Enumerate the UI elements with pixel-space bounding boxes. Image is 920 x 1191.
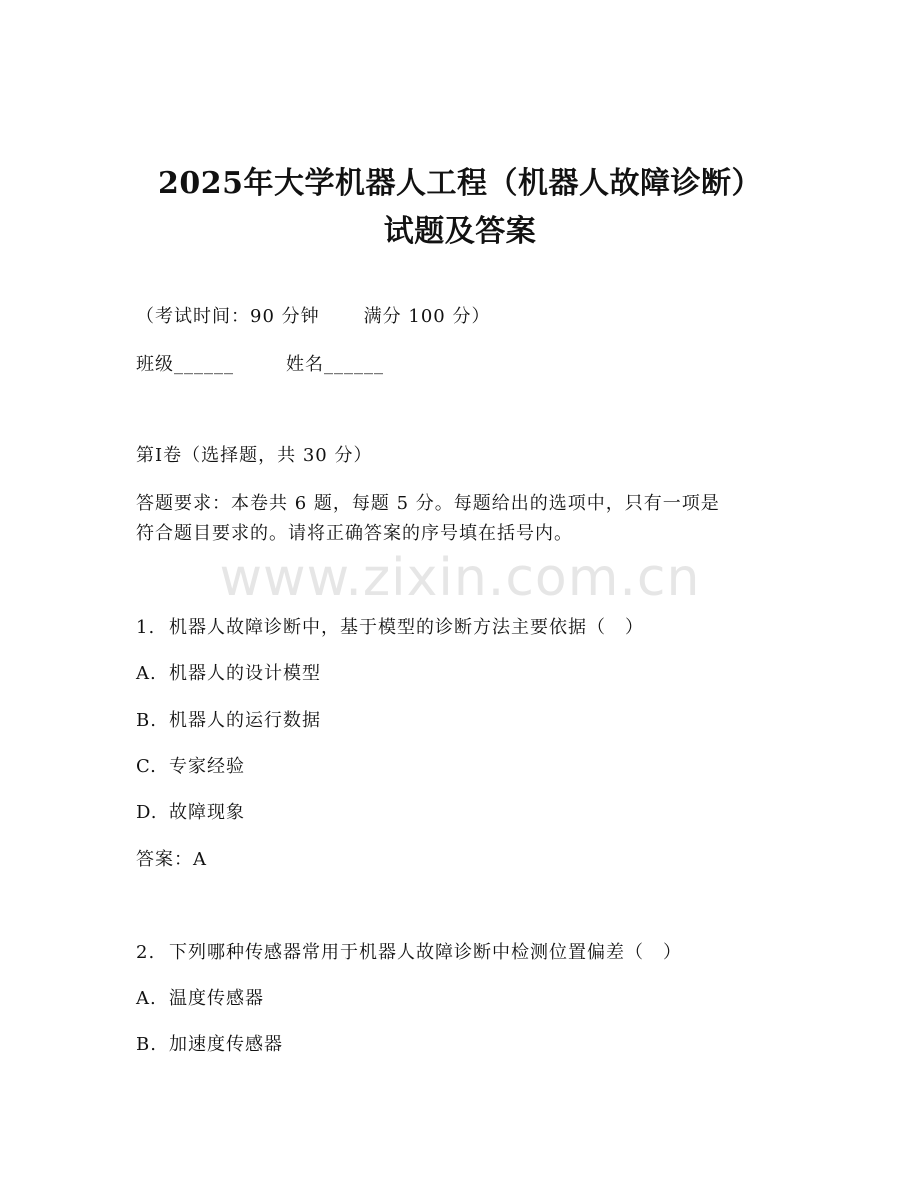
- name-label: 姓名______: [286, 354, 384, 375]
- question-number: 2.: [136, 942, 156, 963]
- section-title: 第Ⅰ卷（选择题，共 30 分）: [136, 445, 373, 466]
- instructions-line1: 答题要求：本卷共 6 题，每题 5 分。每题给出的选项中，只有一项是: [136, 493, 720, 514]
- question-1-option-a: [136, 659, 321, 685]
- option-label: C.: [136, 756, 157, 777]
- question-1-option-d: [136, 798, 245, 824]
- question-1-option-b: [136, 706, 321, 732]
- instructions-line2: 符合题目要求的。请将正确答案的序号填在括号内。: [136, 523, 573, 544]
- question-1-option-c: [136, 752, 245, 778]
- question-2-stem: [136, 938, 682, 964]
- option-text: 机器人的设计模型: [169, 663, 321, 684]
- option-text: 专家经验: [169, 756, 245, 777]
- option-label: B.: [136, 1034, 157, 1055]
- exam-time: （考试时间：90 分钟: [136, 306, 320, 327]
- option-text: 机器人的运行数据: [169, 710, 321, 731]
- question-text: 下列哪种传感器常用于机器人故障诊断中检测位置偏差（ ）: [169, 942, 682, 963]
- full-score: 满分 100 分）: [363, 306, 491, 327]
- watermark: www.zixin.com.cn: [219, 548, 701, 608]
- question-1-answer: 答案：A: [136, 849, 207, 870]
- option-label: A.: [136, 988, 157, 1009]
- option-label: A.: [136, 663, 157, 684]
- option-label: B.: [136, 710, 157, 731]
- question-text: 机器人故障诊断中，基于模型的诊断方法主要依据（ ）: [169, 617, 644, 638]
- option-text: 温度传感器: [169, 988, 264, 1009]
- document-title-line2: 试题及答案: [383, 214, 537, 249]
- question-2-option-b: [136, 1030, 283, 1056]
- option-label: D.: [136, 802, 158, 823]
- student-info: [136, 350, 384, 376]
- question-number: 1.: [136, 617, 156, 638]
- question-1-stem: [136, 613, 644, 639]
- document-title-line1: 2025年大学机器人工程（机器人故障诊断）: [158, 166, 762, 201]
- question-2-option-a: [136, 984, 264, 1010]
- class-label: 班级______: [136, 354, 234, 375]
- option-text: 加速度传感器: [169, 1034, 283, 1055]
- option-text: 故障现象: [169, 802, 245, 823]
- exam-info: [136, 302, 490, 328]
